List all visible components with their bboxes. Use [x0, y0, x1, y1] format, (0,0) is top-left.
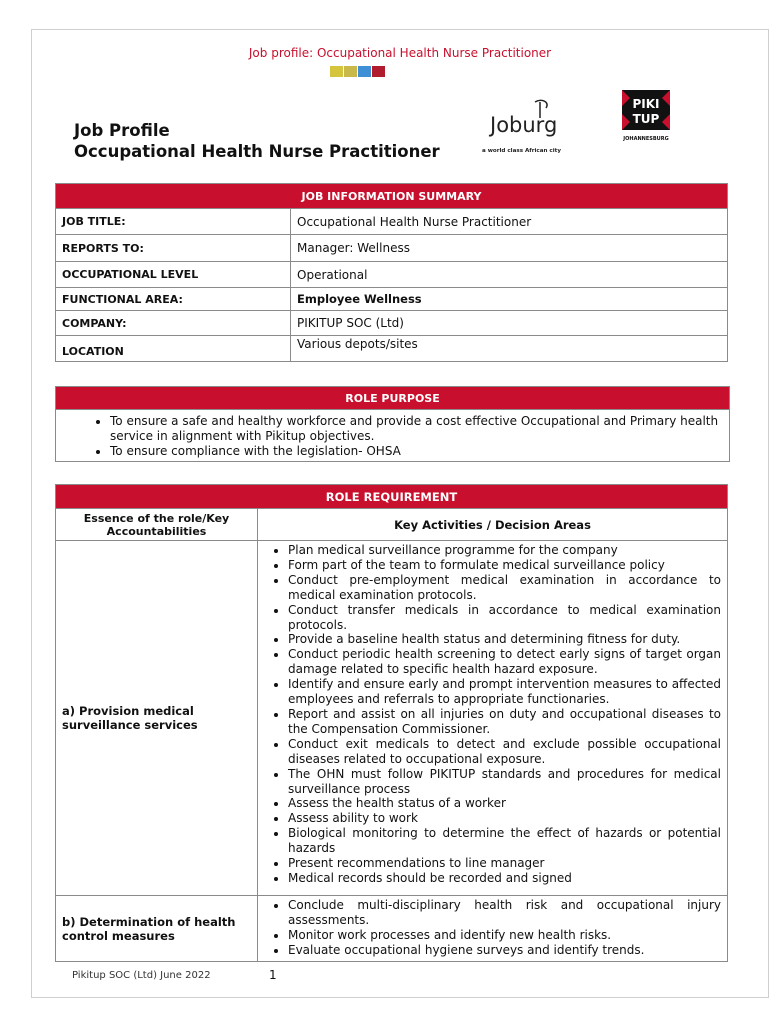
role-requirement-heading: ROLE REQUIREMENT [56, 485, 728, 509]
info-label: REPORTS TO: [56, 235, 291, 262]
activities-list-a [258, 543, 727, 886]
swatch-4 [372, 66, 385, 77]
info-value: Various depots/sites [291, 336, 728, 362]
list-item: • Form part of the team to formulate medical surveillance policy [288, 558, 721, 573]
list-item: • Conduct periodic health screening to detect early signs of target organ damage related to specific health hazard exposure. [288, 647, 721, 677]
info-label: JOB TITLE: [56, 209, 291, 235]
document-page [31, 29, 769, 998]
info-label: COMPANY: [56, 311, 291, 336]
role-purpose-box [55, 386, 730, 462]
list-item: • To ensure a safe and healthy workforce and provide a cost effective Occupational and Primary health service in alignment with Pikitup objectives. [110, 414, 721, 444]
activities-a [258, 541, 728, 896]
info-value: Occupational Health Nurse Practitioner [291, 209, 728, 235]
title-line-1: Job Profile [74, 121, 170, 140]
info-value: Manager: Wellness [291, 235, 728, 262]
list-item: • Medical records should be recorded and signed [288, 871, 721, 886]
swatch-3 [358, 66, 371, 77]
pikitup-logo [616, 88, 676, 144]
joburg-logo [480, 96, 590, 156]
swatch-1 [330, 66, 343, 77]
list-item: • Plan medical surveillance programme for the company [288, 543, 721, 558]
info-value: PIKITUP SOC (Ltd) [291, 311, 728, 336]
activities-list-b [258, 898, 727, 958]
pikitup-line-2: TUP [632, 112, 660, 126]
job-info-heading: JOB INFORMATION SUMMARY [56, 184, 728, 209]
job-info-table [55, 183, 728, 362]
list-item: • Provide a baseline health status and determining fitness for duty. [288, 632, 721, 647]
info-label: LOCATION [56, 336, 291, 362]
title-line-2: Occupational Health Nurse Practitioner [74, 142, 440, 161]
list-item: • Conduct transfer medicals in accordance to medical examination protocols. [288, 603, 721, 633]
list-item: • Report and assist on all injuries on duty and occupational diseases to the Compensation Commissioner. [288, 707, 721, 737]
accountability-a: a) Provision medical surveillance services [56, 541, 258, 896]
list-item: • To ensure compliance with the legislation- OHSA [110, 444, 721, 459]
swatch-2 [344, 66, 357, 77]
color-swatches [330, 66, 385, 77]
info-label: FUNCTIONAL AREA: [56, 288, 291, 311]
info-value: Employee Wellness [291, 288, 728, 311]
list-item: • Biological monitoring to determine the effect of hazards or potential hazards [288, 826, 721, 856]
col-header-accountabilities: Essence of the role/Key Accountabilities [56, 509, 258, 541]
role-purpose-list [82, 414, 721, 459]
role-requirement-table [55, 484, 728, 962]
list-item: • Identify and ensure early and prompt intervention measures to affected employees and referrals to appropriate functionaries. [288, 677, 721, 707]
pikitup-sub: JOHANNESBURG [623, 136, 669, 142]
col-header-activities: Key Activities / Decision Areas [258, 509, 728, 541]
list-item: • Assess the health status of a worker [288, 796, 721, 811]
running-header: Job profile: Occupational Health Nurse Practitioner [248, 46, 552, 60]
info-label: OCCUPATIONAL LEVEL [56, 262, 291, 288]
list-item: • Monitor work processes and identify new health risks. [288, 928, 721, 943]
list-item: • Evaluate occupational hygiene surveys and identify trends. [288, 943, 721, 958]
page-title [74, 120, 440, 162]
list-item: • Present recommendations to line manager [288, 856, 721, 871]
joburg-tagline: a world class African city [482, 148, 561, 154]
accountability-b: b) Determination of health control measures [56, 896, 258, 962]
list-item: • Conduct exit medicals to detect and exclude possible occupational diseases related to occupational exposure. [288, 737, 721, 767]
list-item: • Conduct pre-employment medical examination in accordance to medical examination protocols. [288, 573, 721, 603]
pikitup-line-1: PIKI [632, 97, 660, 111]
list-item: • The OHN must follow PIKITUP standards and procedures for medical surveillance process [288, 767, 721, 797]
footer-text: Pikitup SOC (Ltd) June 2022 [72, 970, 211, 981]
page-number: 1 [269, 968, 277, 982]
list-item: • Conclude multi-disciplinary health risk and occupational injury assessments. [288, 898, 721, 928]
role-purpose-heading: ROLE PURPOSE [56, 387, 729, 410]
activities-b [258, 896, 728, 962]
info-value: Operational [291, 262, 728, 288]
joburg-wordmark: Joburg [490, 113, 558, 137]
list-item: • Assess ability to work [288, 811, 721, 826]
